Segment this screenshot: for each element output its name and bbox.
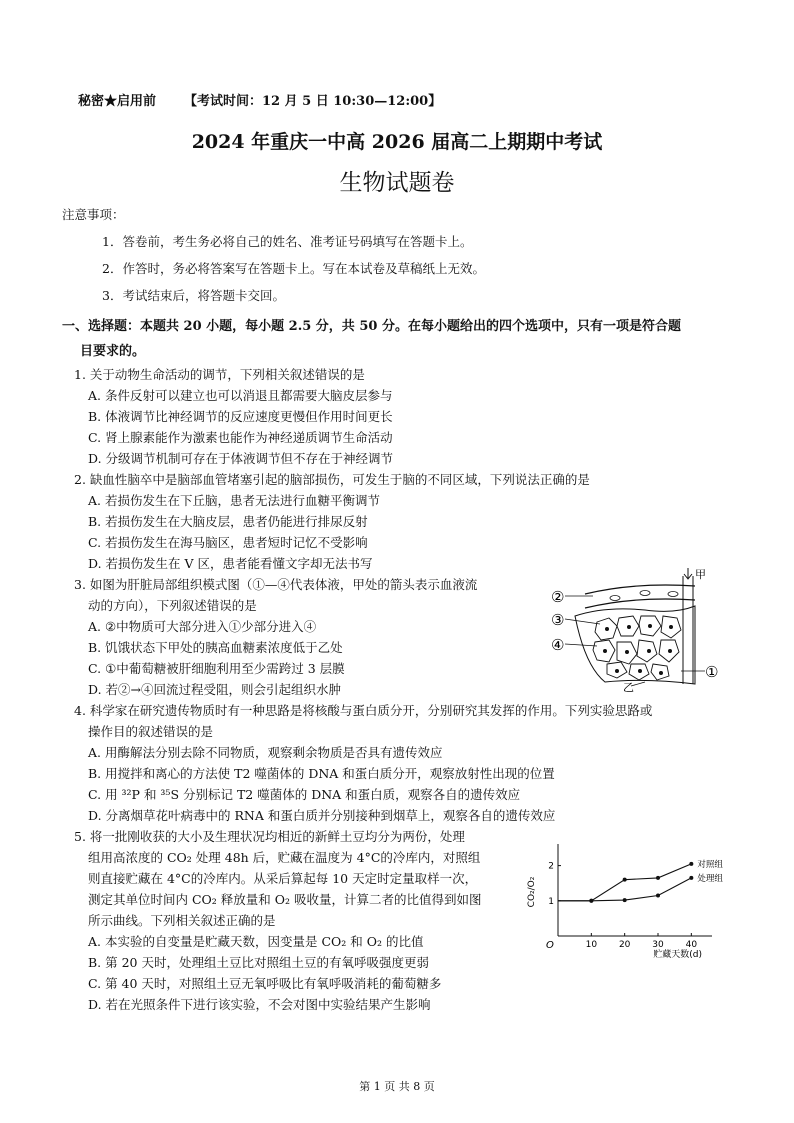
option-d: D. 分级调节机制可存在于体液调节但不存在于神经调节 xyxy=(88,451,394,466)
data-point xyxy=(623,878,627,882)
question-stem: 3. 如图为肝脏局部组织模式图（①—④代表体液，甲处的箭头表示血液流 xyxy=(74,577,478,592)
option-d: D. 若损伤发生在 V 区，患者能看懂文字却无法书写 xyxy=(88,556,373,571)
notice-item: 3．考试结束后，将答题卡交回。 xyxy=(102,288,285,303)
series-line-0 xyxy=(558,864,691,901)
x-tick-label: 20 xyxy=(618,940,631,950)
y-tick-label: 2 xyxy=(548,861,554,872)
page-number: 第 1 页 共 8 页 xyxy=(359,1080,435,1093)
x-tick-label: 30 xyxy=(652,940,664,950)
label-1: ① xyxy=(705,663,719,681)
question-stem: 5. 将一批刚收获的大小及生理状况均相近的新鲜土豆均分为两份，处理 xyxy=(74,829,465,844)
option-d: D. 若在光照条件下进行该实验，不会对图中实验结果产生影响 xyxy=(88,997,431,1012)
question-stem-cont: 动的方向），下列叙述错误的是 xyxy=(88,598,257,613)
data-point xyxy=(689,876,693,880)
exam-header-line xyxy=(78,90,441,109)
data-point xyxy=(656,876,660,880)
label-yi: 乙 xyxy=(623,681,634,694)
option-c: C. 肾上腺素能作为激素也能作为神经递质调节生命活动 xyxy=(88,430,393,445)
data-point xyxy=(589,899,593,903)
exam-title: 2024 年重庆一中高 2026 届高二上期期中考试 xyxy=(191,131,603,153)
section-heading-cont: 目要求的。 xyxy=(80,344,146,359)
label-3: ③ xyxy=(551,611,565,629)
option-a: A. 用酶解法分别去除不同物质，观察剩余物质是否具有遗传效应 xyxy=(88,745,443,760)
option-a: A. ②中物质可大部分进入①少部分进入④ xyxy=(88,619,317,634)
data-point xyxy=(656,894,660,898)
option-a: A. 本实验的自变量是贮藏天数，因变量是 CO₂ 和 O₂ 的比值 xyxy=(88,934,424,949)
exam-subtitle: 生物试题卷 xyxy=(339,170,455,196)
x-tick-label: 10 xyxy=(585,940,598,950)
option-a: A. 若损伤发生在下丘脑，患者无法进行血糖平衡调节 xyxy=(88,493,380,508)
notice-item: 1．答卷前，考生务必将自己的姓名、准考证号码填写在答题卡上。 xyxy=(102,234,473,249)
question-stem-cont: 测定其单位时间内 CO₂ 释放量和 O₂ 吸收量，计算二者的比值得到如图 xyxy=(88,892,482,907)
option-c: C. 第 40 天时，对照组土豆无氧呼吸比有氧呼吸消耗的葡萄糖多 xyxy=(88,976,442,991)
option-b: B. 饥饿状态下甲处的胰高血糖素浓度低于乙处 xyxy=(88,640,343,655)
label-jia: 甲 xyxy=(695,568,706,581)
notice-item: 2．作答时，务必将答案写在答题卡上。写在本试卷及草稿纸上无效。 xyxy=(102,261,485,276)
liver-tissue-figure xyxy=(545,566,720,692)
label-4: ④ xyxy=(551,636,565,654)
label-2: ② xyxy=(551,588,565,606)
data-point xyxy=(689,862,693,866)
option-d: D. 若②→④回流过程受阻，则会引起组织水肿 xyxy=(88,682,341,697)
option-a: A. 条件反射可以建立也可以消退且都需要大脑皮层参与 xyxy=(88,388,393,403)
option-d: D. 分离烟草花叶病毒中的 RNA 和蛋白质并分别接种到烟草上，观察各自的遗传效应 xyxy=(88,808,556,823)
question-stem-cont: 所示曲线。下列相关叙述正确的是 xyxy=(88,913,276,928)
co2-o2-ratio-chart xyxy=(520,838,723,960)
secret-label: 秘密★启用前 xyxy=(78,94,157,109)
question-stem-cont: 则直接贮藏在 4°C的冷库内。从采后算起每 10 天定时定量取样一次， xyxy=(88,871,478,886)
legend-label: 对照组 xyxy=(697,859,723,870)
x-tick-label: 40 xyxy=(685,940,698,950)
option-c: C. 若损伤发生在海马脑区，患者短时记忆不受影响 xyxy=(88,535,368,550)
option-c: C. ①中葡萄糖被肝细胞利用至少需跨过 3 层膜 xyxy=(88,661,345,676)
option-c: C. 用 ³²P 和 ³⁵S 分别标记 T2 噬菌体的 DNA 和蛋白质，观察各自的遗传效应 xyxy=(88,787,521,802)
option-b: B. 第 20 天时，处理组土豆比对照组土豆的有氧呼吸强度更弱 xyxy=(88,955,429,970)
question-stem-cont: 操作目的叙述错误的是 xyxy=(88,724,214,739)
option-b: B. 若损伤发生在大脑皮层，患者仍能进行排尿反射 xyxy=(88,514,368,529)
question-stem: 2. 缺血性脑卒中是脑部血管堵塞引起的脑部损伤，可发生于脑的不同区域，下列说法正确的是 xyxy=(74,472,590,487)
notice-label: 注意事项： xyxy=(62,207,125,222)
x-axis-label: 贮藏天数(d) xyxy=(653,950,702,960)
question-stem-cont: 组用高浓度的 CO₂ 处理 48h 后，贮藏在温度为 4°C的冷库内，对照组 xyxy=(88,850,481,865)
y-tick-label: 1 xyxy=(548,896,554,907)
section-heading: 一、选择题：本题共 20 小题，每小题 2.5 分，共 50 分。在每小题给出的四个选项中，只有一项是符合题 xyxy=(62,319,681,334)
option-b: B. 用搅拌和离心的方法使 T2 噬菌体的 DNA 和蛋白质分开，观察放射性出现的位置 xyxy=(88,766,555,781)
question-stem: 4. 科学家在研究遗传物质时有一种思路是将核酸与蛋白质分开，分别研究其发挥的作用。下列实验思路或 xyxy=(74,703,653,718)
data-point xyxy=(623,898,627,902)
legend-label: 处理组 xyxy=(697,873,723,884)
origin-label: O xyxy=(546,940,554,951)
option-b: B. 体液调节比神经调节的反应速度更慢但作用时间更长 xyxy=(88,409,393,424)
question-stem: 1. 关于动物生命活动的调节，下列相关叙述错误的是 xyxy=(74,367,365,382)
exam-time: 【考试时间：12 月 5 日 10:30—12:00】 xyxy=(184,94,442,109)
y-axis-label: CO₂/O₂ xyxy=(527,876,537,908)
